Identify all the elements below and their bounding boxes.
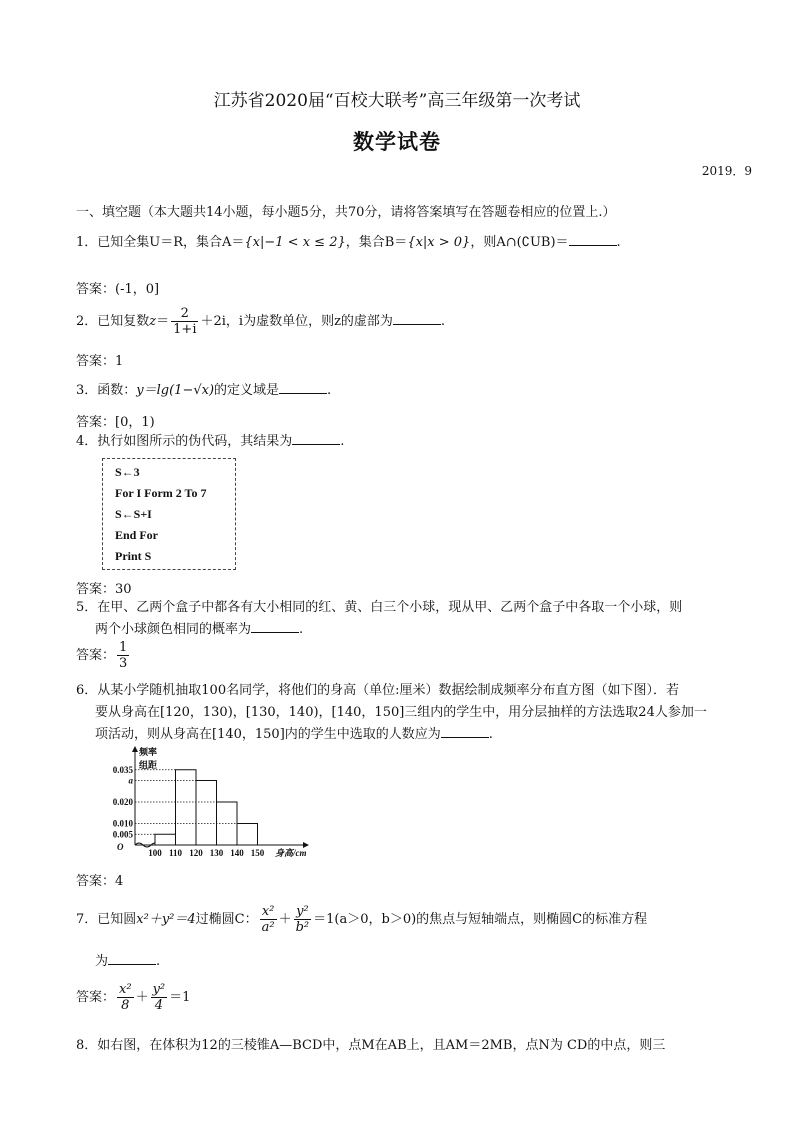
question-4: 4．执行如图所示的伪代码，其结果为 . bbox=[76, 434, 345, 449]
function-expr: y＝lg(1−√x) bbox=[136, 383, 215, 398]
pseudocode-box bbox=[102, 458, 236, 570]
x-tick-label: 150 bbox=[250, 848, 265, 858]
code-line: S←S+I bbox=[115, 507, 152, 521]
question-8: 8．如右图，在体积为12的三棱锥A—BCD中，点M在AB上，且AM＝2MB，点N为 CD的中点，则三 bbox=[76, 1038, 666, 1053]
y-axis-arrow bbox=[132, 746, 138, 752]
question-6-line-1: 6．从某小学随机抽取100名同学，将他们的身高（单位:厘米）数据绘制成频率分布直方图（如下图）．若 bbox=[76, 683, 679, 698]
answer-6: 答案：4 bbox=[76, 874, 124, 889]
x-tick-label: 100 bbox=[148, 848, 162, 858]
question-5-line-2: 两个小球颜色相同的概率为 . bbox=[95, 622, 304, 637]
question-5-line-1: 5．在甲、乙两个盒子中都各有大小相同的红、黄、白三个小球，现从甲、乙两个盒子中各取一个小球，则 bbox=[76, 600, 683, 615]
y-tick-label: a bbox=[128, 775, 133, 786]
y-tick-label: 0.005 bbox=[112, 829, 133, 840]
code-line: S←3 bbox=[115, 465, 140, 479]
answer-blank bbox=[393, 312, 441, 325]
fraction: $\frac{\text{y²}}{\text{b²}}$ bbox=[295, 904, 310, 935]
answer-3: 答案：[0，1) bbox=[76, 415, 155, 430]
answer-4: 答案：30 bbox=[76, 582, 132, 597]
answer-blank bbox=[569, 233, 617, 246]
histogram-bar bbox=[237, 824, 258, 846]
histogram-bar bbox=[196, 781, 217, 846]
question-6-line-2: 要从身高在[120，130)，[130，140)，[140，150]三组内的学生中，用分层抽样的方法选取24人参加一 bbox=[95, 705, 707, 720]
histogram-bar bbox=[176, 770, 197, 845]
y-tick-label: 0.020 bbox=[112, 797, 133, 807]
circle-eq: x²＋y²＝4 bbox=[136, 912, 196, 927]
fraction: $\frac{2}{1+i}$ bbox=[173, 306, 197, 337]
fraction: $\frac{\text{x²}}{8}$ bbox=[119, 982, 132, 1013]
question-7-line-2: 为 . bbox=[95, 954, 161, 969]
y-label-bottom: 组距 bbox=[139, 760, 158, 770]
answer-1: 答案：(-1，0] bbox=[76, 282, 160, 297]
answer-blank bbox=[292, 432, 340, 445]
fraction: $\frac{\text{x²}}{\text{a²}}$ bbox=[261, 904, 275, 935]
answer-7: 答案： $\frac{\text{x²}}{8}$ ＋ $\frac{\text{y²}}{4}$ ＝1 bbox=[76, 982, 191, 1013]
code-line: Print S bbox=[115, 549, 152, 563]
answer-5: 答案： $\frac{1}{3}$ bbox=[76, 640, 128, 671]
code-line: For I Form 2 To 7 bbox=[115, 486, 207, 500]
y-tick-label: 0.035 bbox=[112, 764, 133, 775]
exam-subtitle: 数学试卷 bbox=[353, 129, 441, 154]
histogram-bar bbox=[155, 834, 176, 845]
set-b: {x|x > 0} bbox=[407, 235, 471, 250]
question-7-line-1: 7．已知圆x²＋y²＝4过椭圆C： $\frac{\text{x²}}{\text{a²}}$ ＋ $\frac{\text{y²}}{\text{b²}}$ ＝1(a＞0，b＞0)的焦点与短轴端点，则椭圆C的标准方程 bbox=[76, 904, 648, 935]
fraction: $\frac{\text{y²}}{4}$ bbox=[152, 982, 166, 1013]
y-label-top: 频率 bbox=[139, 747, 158, 757]
question-3: 3．函数：y＝lg(1−√x)的定义域是 . bbox=[76, 383, 332, 398]
question-2: 2．已知复数z＝ $\frac{2}{1+i}$ ＋2i，i为虚数单位，则z的虚部为 . bbox=[76, 306, 446, 337]
question-6-line-3: 项活动，则从身高在[140，150]内的学生中选取的人数应为 . bbox=[95, 727, 493, 742]
x-tick-label: 120 bbox=[189, 848, 203, 858]
answer-blank bbox=[108, 952, 156, 965]
x-tick-label: 110 bbox=[168, 848, 183, 858]
origin-label: O bbox=[117, 842, 124, 852]
code-line: End For bbox=[115, 528, 159, 542]
x-axis-label: 身高/cm bbox=[275, 848, 307, 858]
exam-date: 2019．9 bbox=[701, 164, 752, 178]
set-a: {x|−1 < x ≤ 2} bbox=[244, 235, 346, 250]
frequency-histogram bbox=[95, 744, 315, 862]
answer-2: 答案：1 bbox=[76, 354, 124, 369]
y-tick-label: 0.010 bbox=[112, 818, 133, 829]
section-heading: 一、填空题（本大题共14小题，每小题5分，共70分，请将答案填写在答题卷相应的位置上.） bbox=[76, 205, 616, 220]
answer-blank bbox=[251, 620, 299, 633]
fraction: $\frac{1}{3}$ bbox=[119, 640, 128, 671]
exam-title: 江苏省2020届“百校大联考”高三年级第一次考试 bbox=[213, 91, 581, 111]
x-tick-label: 130 bbox=[209, 848, 224, 858]
question-1: 1．已知全集U＝R，集合A＝{x|−1 < x ≤ 2}，集合B＝{x|x > 0}，则A∩(∁UB)＝ . bbox=[76, 235, 621, 250]
answer-blank bbox=[279, 381, 327, 394]
answer-blank bbox=[441, 725, 489, 738]
x-tick-label: 140 bbox=[230, 848, 244, 858]
